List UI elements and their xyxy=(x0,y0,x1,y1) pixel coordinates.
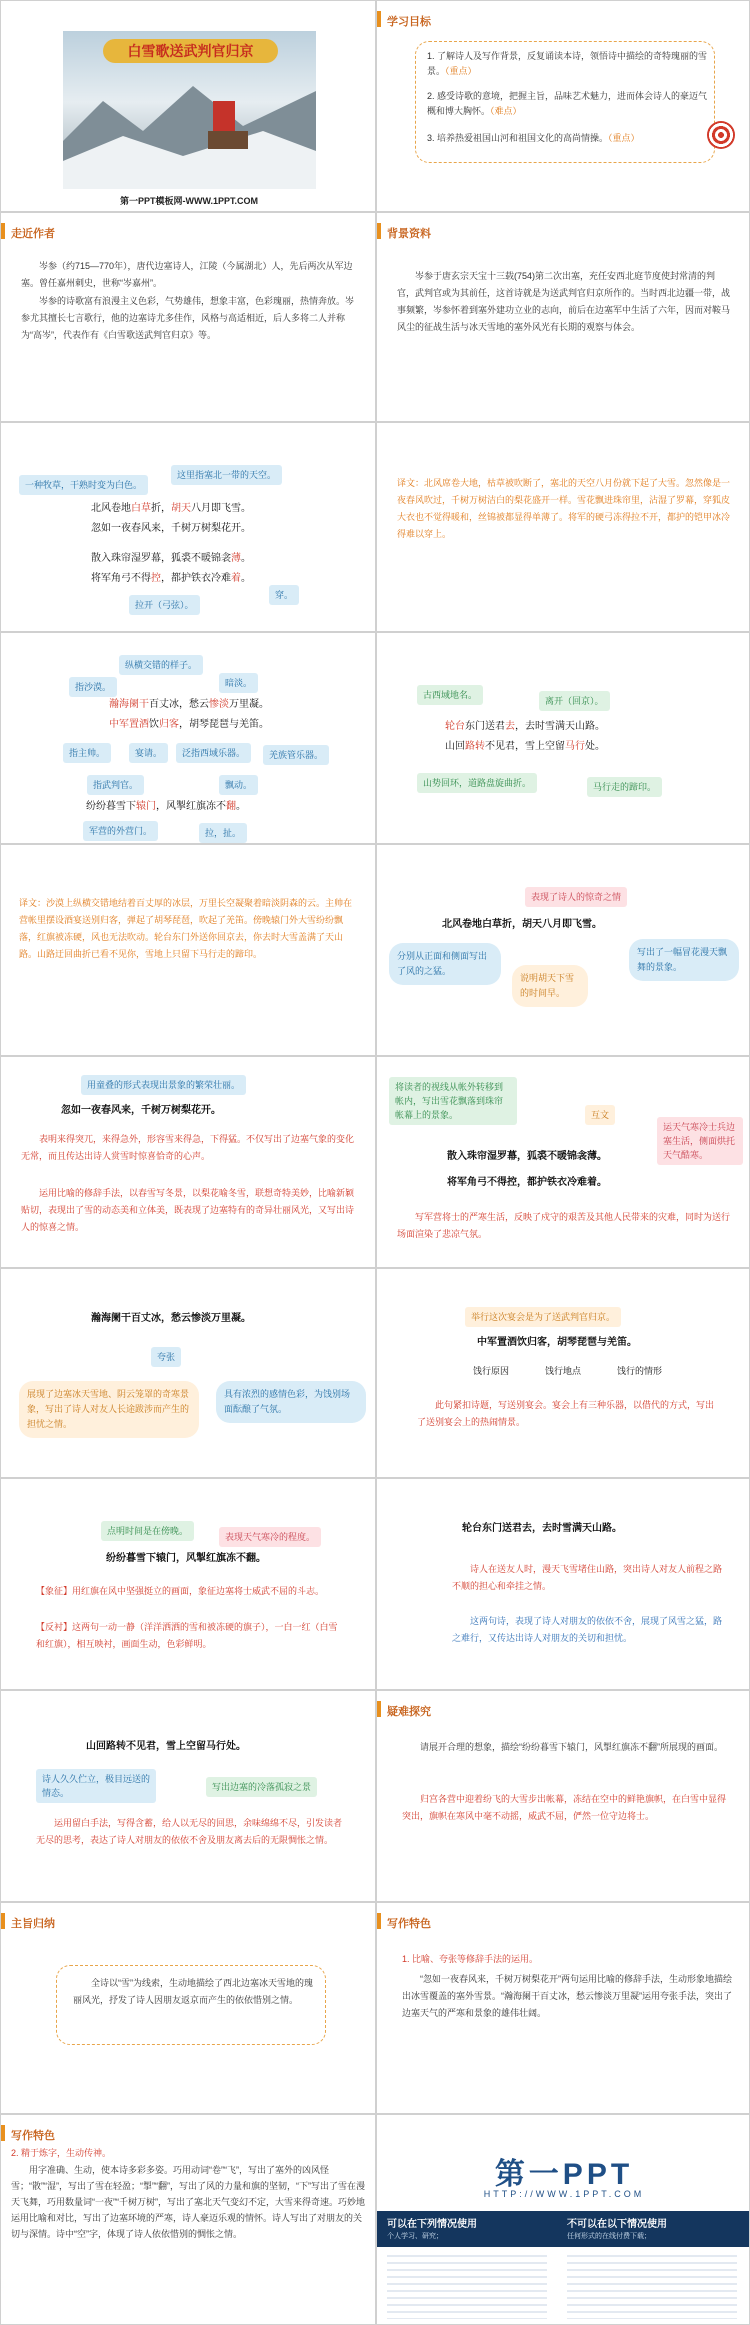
cover-caption: 第一PPT模板网-WWW.1PPT.COM xyxy=(120,196,258,206)
analysis-line-3: 散入珠帘湿罗幕，狐裘不暖锦衾薄。 xyxy=(447,1151,607,1162)
note-huwen: 互文 xyxy=(585,1105,615,1125)
feature-2-cell xyxy=(0,2114,376,2325)
analysis-2-cell xyxy=(0,1056,376,1268)
background-tag: 背景资料 xyxy=(387,225,431,241)
note-huqin: 泛指西域乐器。 xyxy=(176,743,251,763)
analysis-3-cell xyxy=(376,1056,750,1268)
analysis-6-cell xyxy=(0,1478,376,1690)
ad-links-right[interactable] xyxy=(567,2255,737,2319)
note-zhijiu: 宴请。 xyxy=(129,743,168,763)
poem-2-cell xyxy=(0,632,376,844)
translation-1-cell xyxy=(376,422,750,632)
analysis-text-5: 【象征】用红旗在风中坚强挺立的画面，象征边塞将士威武不屈的斗志。 xyxy=(36,1586,325,1596)
note-view: 将读者的视线从帐外转移到帐内，写出雪花飘落到珠帘帐幕上的景象。 xyxy=(389,1077,517,1125)
poem-line-6: 中军置酒饮归客，胡琴琵琶与羌笛。 xyxy=(109,719,269,730)
explore-cell xyxy=(376,1690,750,1902)
note-degree: 表现天气寒冷的程度。 xyxy=(219,1527,321,1547)
feature-1-tag: 写作特色 xyxy=(387,1915,431,1931)
goal-2: 2. 感受诗歌的意境，把握主旨，品味艺术魅力，进而体会诗人的豪迈气概和博大胸怀。（难点） xyxy=(427,91,708,116)
note-maxing: 马行走的蹄印。 xyxy=(587,777,662,797)
theme-tag: 主旨归纳 xyxy=(11,1915,55,1931)
callout-cold: 展现了边塞冰天雪地、阴云笼罩的奇寒景象，写出了诗人对友人长途跋涉而产生的担忧之情。 xyxy=(19,1381,199,1438)
feature-2-text: 用字准确、生动，使本诗多彩多姿。巧用动词“卷”“飞”，写出了塞外的凶风怪雪；“散”“湿”，写出了雪在轻盈；“掣”“翻”，写出了风的力量和旗的坚韧，“下”写出了雪在漫天飞舞，巧用数量词“一夜”“千树万树”，写出了塞北天气变幻不定，大雪来得奇速。巧妙地运用比喻和对比，写出了边塞环境的严寒，诗人豪迈乐观的情怀。诗人写出了对朋友的关切与深情。诗中“空”字，体现了诗人依依惜别的惆怅之情。 xyxy=(11,2165,365,2239)
feature-2-heading: 2. 精于炼字，生动传神。 xyxy=(11,2148,112,2158)
analysis-line-5: 瀚海阑干百丈冰，愁云惨淡万里凝。 xyxy=(91,1313,251,1324)
analysis-line-8: 轮台东门送君去，去时雪满天山路。 xyxy=(462,1523,622,1534)
note-zhongjun: 指主帅。 xyxy=(63,743,111,763)
item-reason: 饯行原因 xyxy=(473,1366,510,1376)
poem-line-7: 纷纷暮雪下辕门，风掣红旗冻不翻。 xyxy=(86,801,246,812)
analysis-text-6: 【反衬】这两句一动一静（洋洋洒洒的雪和被冻硬的旗子），一白一红（白雪和红旗），相互映衬，画面生动，色彩鲜明。 xyxy=(36,1622,338,1649)
analysis-text-4: 此句紧扣诗题，写送别宴会。宴会上有三种乐器，以借代的方式，写出了送别宴会上的热闹情景。 xyxy=(417,1400,715,1427)
analysis-line-2: 忽如一夜春风来，千树万树梨花开。 xyxy=(61,1105,221,1116)
note-surprise: 表现了诗人的惊奇之情 xyxy=(525,887,627,907)
ad-use-item: 个人学习、研究； xyxy=(387,2233,443,2240)
analysis-text-9: 运用留白手法，写得含蓄，给人以无尽的回思，余味绵绵不尽，引发读者无尽的思考，表达了诗人对朋友的依依不舍及朋友离去后的无限惆怅之情。 xyxy=(36,1818,343,1845)
item-place: 饯行地点 xyxy=(545,1366,582,1376)
analysis-text-2: 运用比喻的修辞手法，以春雪写冬景，以梨花喻冬雪，联想奇特美妙，比喻新颖贴切，表现出了雪的动态美和立体美，既表现了边塞特有的奇异壮丽风光，又写出诗人的惊喜之情。 xyxy=(21,1188,355,1232)
ad-band xyxy=(377,2211,750,2247)
analysis-5-cell xyxy=(376,1268,750,1478)
analysis-4-cell xyxy=(0,1268,376,1478)
note-che: 拉，扯。 xyxy=(199,823,247,843)
note-stand: 诗人久久伫立，极目远送的情态。 xyxy=(36,1769,156,1803)
note-langan: 纵横交错的样子。 xyxy=(119,655,203,675)
note-yuanmen: 军营的外营门。 xyxy=(83,821,158,841)
analysis-text-7: 诗人在送友人时，漫天飞雪堵住山路，突出诗人对友人前程之路不顺的担心和牵挂之情。 xyxy=(452,1564,723,1591)
note-guike: 指武判官。 xyxy=(87,775,144,795)
author-text-2: 岑参的诗歌富有浪漫主义色彩，气势雄伟，想象丰富，色彩瑰丽，热情奔放。岑参尤其擅长七言歌行，他的边塞诗尤多佳作，风格与高适相近，后人多将二人并称为“高岑”，代表作有《白雪歌送武判官归京》等。 xyxy=(21,296,355,340)
poem-line-10: 山回路转不见君，雪上空留马行处。 xyxy=(445,741,605,752)
author-tag: 走近作者 xyxy=(11,225,55,241)
callout-wind: 分别从正面和侧面写出了风的之猛。 xyxy=(389,943,501,985)
goal-1: 1. 了解诗人及写作背景，反复诵读本诗，领悟诗中描绘的奇特瑰丽的雪景。（重点） xyxy=(427,51,708,76)
ad-use-heading: 可以在下列情况使用 xyxy=(387,2219,477,2230)
analysis-line-6: 中军置酒饮归客，胡琴琵琶与羌笛。 xyxy=(477,1337,637,1348)
ad-url: HTTP://WWW.1PPT.COM xyxy=(483,2189,645,2199)
note-baicao: 一种牧草，干熟时变为白色。 xyxy=(19,475,148,495)
feature-1-cell xyxy=(376,1902,750,2114)
author-cell xyxy=(0,212,376,422)
note-luzhuan: 山势回环，道路盘旋曲折。 xyxy=(417,773,537,793)
callout-scene: 写出了一幅冒花漫天飘舞的景象。 xyxy=(629,939,739,981)
background-cell xyxy=(376,212,750,422)
poem-line-5: 瀚海阑干百丈冰，愁云惨淡万里凝。 xyxy=(109,699,269,710)
note-lonely: 写出边塞的冷落孤寂之景 xyxy=(206,1777,317,1797)
theme-text: 全诗以“雪”为线索，生动地描绘了西北边塞冰天雪地的瑰丽风光，抒发了诗人因朋友返京而产生的依依惜别之情。 xyxy=(73,1978,313,2005)
poem-line-4: 将军角弓不得控，都护铁衣冷难着。 xyxy=(91,573,251,584)
translation-2-cell xyxy=(0,844,376,1056)
poem-line-9: 轮台东门送君去，去时雪满天山路。 xyxy=(445,721,605,732)
theme-cell xyxy=(0,1902,376,2114)
note-hutian: 这里指塞北一带的天空。 xyxy=(171,465,282,485)
explore-question: 请展开合理的想象，描绘“纷纷暮雪下辕门，风掣红旗冻不翻”所展现的画面。 xyxy=(420,1742,723,1752)
explore-tag: 疑难探究 xyxy=(387,1703,431,1719)
poem-1-cell xyxy=(0,422,376,632)
analysis-line-4: 将军角弓不得控，都护铁衣冷难着。 xyxy=(447,1177,607,1188)
note-form: 用童叠的形式表现出景象的繁荣壮丽。 xyxy=(81,1075,246,1095)
ad-nouse-item: 任何形式的在线付费下载； xyxy=(567,2233,651,2240)
cover-image xyxy=(63,31,316,189)
analysis-text-8: 这两句诗，表现了诗人对朋友的依依不舍，展现了风雪之猛，路之难行，又传达出诗人对朋友的关切和担忧。 xyxy=(452,1616,723,1643)
analysis-8-cell xyxy=(0,1690,376,1902)
ad-links-left[interactable] xyxy=(387,2255,547,2319)
poem-line-2: 忽如一夜春风来，千树万树梨花开。 xyxy=(91,523,251,534)
ad-cell xyxy=(376,2114,750,2325)
feature-2-tag: 写作特色 xyxy=(11,2127,55,2143)
analysis-1-cell xyxy=(376,844,750,1056)
cover-title: 白雪歌送武判官归京 xyxy=(103,39,278,63)
note-kong: 拉开（弓弦）。 xyxy=(129,595,200,615)
item-scene: 饯行的情形 xyxy=(617,1366,663,1376)
feature-1-text: “忽如一夜春风来，千树万树梨花开”两句运用比喻的修辞手法，生动形象地描绘出冰雪覆盖的塞外雪景。“瀚海阑干百丈冰，愁云惨淡万里凝”运用夸张手法，突出了边塞天气的严寒和景象的雄伟壮阔。 xyxy=(402,1974,732,2018)
poem-line-3: 散入珠帘湿罗幕，狐裘不暖锦衾薄。 xyxy=(91,553,251,564)
analysis-line-1: 北风卷地白草折，胡天八月即飞雪。 xyxy=(442,919,602,930)
note-fan: 飘动。 xyxy=(219,775,258,795)
translation-2: 译文：沙漠上纵横交错地结着百丈厚的冰层，万里长空凝聚着暗淡阴森的云。主帅在营帐里摆设酒宴送别归客，弹起了胡琴琵琶，吹起了羌笛。傍晚辕门外大雪纷纷飘落，红旗被冻硬，风也无法吹动。轮台东门外送你回京去，你去时大雪盖满了天山路。山路迂回曲折已看不见你，雪地上只留下马行走的蹄印。 xyxy=(19,898,353,959)
note-dusk: 点明时间是在傍晚。 xyxy=(101,1521,194,1541)
feature-1-heading: 1. 比喻、夸张等修辞手法的运用。 xyxy=(402,1954,539,1964)
callout-emotion: 具有浓烈的感情色彩，为饯别场面酝酿了气氛。 xyxy=(216,1381,366,1423)
note-candan: 暗淡。 xyxy=(219,673,258,693)
translation-1: 译文：北风席卷大地，枯草被吹断了，塞北的天空八月份就下起了大雪。忽然像是一夜春风吹过，千树万树洁白的梨花盛开一样。雪花飘进珠帘里，沾湿了罗幕，穿狐皮大衣也不觉得暖和，丝锦被都显得单薄了。将军的硬弓冻得拉不开，都护的铠甲冰冷得难以穿上。 xyxy=(397,478,731,539)
goals-tag: 学习目标 xyxy=(387,13,431,29)
analysis-text-1: 表明来得突兀，来得急外，形容雪来得急，下得猛。不仅写出了边塞气象的变化无常，而且传达出诗人赏雪时惊喜恰奇的心声。 xyxy=(21,1134,355,1161)
goal-3: 3. 培养热爱祖国山河和祖国文化的高尚情操。（重点） xyxy=(427,133,640,143)
note-zhuo: 穿。 xyxy=(269,585,299,605)
note-kuazhang: 夸张 xyxy=(151,1347,181,1367)
analysis-line-9: 山回路转不见君，雪上空留马行处。 xyxy=(86,1741,246,1752)
goals-cell xyxy=(376,0,750,212)
callout-time: 说明胡天下雪的时间早。 xyxy=(512,965,588,1007)
ad-nouse-heading: 不可以在以下情况使用 xyxy=(567,2219,667,2230)
note-qiangdi: 羌族管乐器。 xyxy=(263,745,329,765)
poem-line-1: 北风卷地白草折，胡天八月即飞雪。 xyxy=(91,503,251,514)
poem-3-cell xyxy=(376,632,750,844)
cover-cell xyxy=(0,0,376,212)
analysis-7-cell xyxy=(376,1478,750,1690)
background-text: 岑参于唐玄宗天宝十三载(754)第二次出塞，充任安西北庭节度使封常清的判官，武判官或为其前任，这首诗就是为送武判官归京所作的。当时西北边疆一带，战事频繁，岑参怀着到塞外建功立业的志向，前后在边塞军中生活了六年，因而对鞍马风尘的征战生活与冰天雪地的塞外风光有长期的观察与体会。 xyxy=(397,271,731,332)
note-qu: 离开（回京）。 xyxy=(539,691,610,711)
note-purpose: 举行这次宴会是为了送武判官归京。 xyxy=(465,1307,621,1327)
analysis-line-7: 纷纷暮雪下辕门，风掣红旗冻不翻。 xyxy=(106,1553,266,1564)
explore-answer: 归宫各营中迎着纷飞的大雪步出帐幕，冻结在空中的鲜艳旗帜，在白雪中显得突出，旗帜在寒风中毫不动摇，威武不屈，俨然一位守边将士。 xyxy=(402,1794,727,1821)
note-hanhai: 指沙漠。 xyxy=(69,677,117,697)
author-text-1: 岑参（约715—770年），唐代边塞诗人，江陵（今属湖北）人，先后两次从军边塞。曾任嘉州刺史，世称“岑嘉州”。 xyxy=(21,261,353,288)
analysis-text-3: 写军营将士的严寒生活，反映了戍守的艰苦及其他人民带来的灾难，同时为送行场面渲染了悲凉气氛。 xyxy=(397,1212,731,1239)
ad-logo: 第一PPT xyxy=(494,2158,634,2191)
lollipop-icon xyxy=(707,121,735,149)
note-luntai: 古西域地名。 xyxy=(417,685,483,705)
note-cold: 运天气寒冷士兵边塞生活，侧面烘托天气酷寒。 xyxy=(657,1117,743,1165)
